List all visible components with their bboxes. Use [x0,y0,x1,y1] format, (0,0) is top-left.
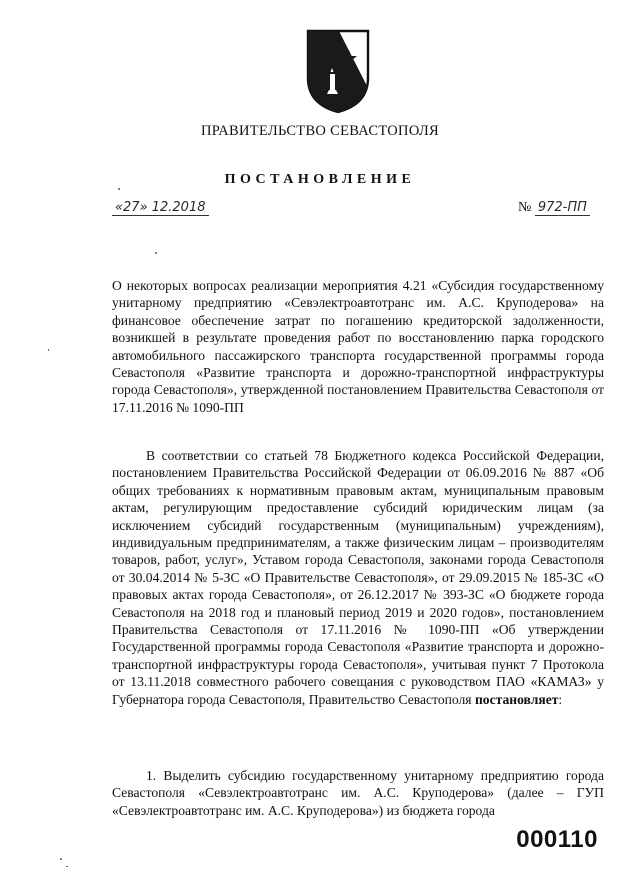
page-stamp-number: 000110 [516,826,598,853]
preamble-text: В соответствии со статьей 78 Бюджетного кодекса Российской Федерации, постановлением Правительства Российской Федерации от 06.09.2016 № 887 «Об общих требованиях к нормативным правовым актам, муниципальным правовым актам, регулирующим предоставление субсидий юридическим лицам (за исключением субсидий государственным (муниципальным) учреждениям), индивидуальным предпринимателям, а также физическим лицам – производителям товаров, работ, услуг», Уставом города Севастополя, законами города Севастополя от 30.04.2014 № 5-ЗС «О Правительстве Севастополя», от 29.09.2015 № 185-ЗС «О правовых актах города Севастополя», от 26.12.2017 № 393-ЗС «О бюджете города Севастополя на 2018 год и плановый период 2019 и 2020 годов», постановлением Правительства Севастополя от 17.11.2016 № 1090-ПП «Об утверждении Государственной программы города Севастополя «Развитие транспорта и дорожно-транспортной инфраструктуры города Севастополя», учитывая пункт 7 Протокола от 13.11.2018 совместного рабочего совещания с руководством ПАО «КАМАЗ» у Губернатора города Севастополя, Правительство Севастополя [112,448,604,707]
preamble-paragraph [112,447,604,708]
scan-speck [66,866,68,867]
document-title: О некоторых вопросах реализации мероприятия 4.21 «Субсидия государственному унитарному предприятию «Севэлектроавтотранс им. А.С. Круподерова» на финансовое обеспечение затрат по погашению кредиторской задолженности, возникшей в результате проведения работ по восстановлению парка городского автомобильного пассажирского транспорта государственной программы города Севастополя «Развитие транспорта и дорожно-транспортной инфраструктуры города Севастополя», утвержденной постановлением Правительства Севастополя от 17.11.2016 № 1090-ПП [112,278,604,415]
scan-speck [48,349,49,351]
scan-speck [60,858,62,860]
document-number [518,200,590,216]
scan-speck [155,252,157,254]
date-field [112,200,209,216]
date-prefix: « [115,200,124,215]
number-value: 972-ПП [535,200,590,216]
date-rest: » 12.2018 [139,200,206,215]
document-date [112,200,209,216]
preamble-end: : [558,691,563,707]
document-type: ПОСТАНОВЛЕНИЕ [224,172,416,187]
number-prefix: № [518,200,532,215]
scan-speck [118,188,120,190]
clause-1-paragraph: 1. Выделить субсидию государственному унитарному предприятию города Севастополя «Севэлектроавтотранс им. А.С. Круподерова» (далее – ГУП «Севэлектроавтотранс им. А.С. Круподерова») из бюджета города [112,768,604,818]
organization-name: ПРАВИТЕЛЬСТВО СЕВАСТОПОЛЯ [201,123,439,139]
resolves-word: постановляет [474,691,559,707]
sevastopol-coat-of-arms-icon [305,28,371,114]
date-day: 27 [123,200,140,215]
